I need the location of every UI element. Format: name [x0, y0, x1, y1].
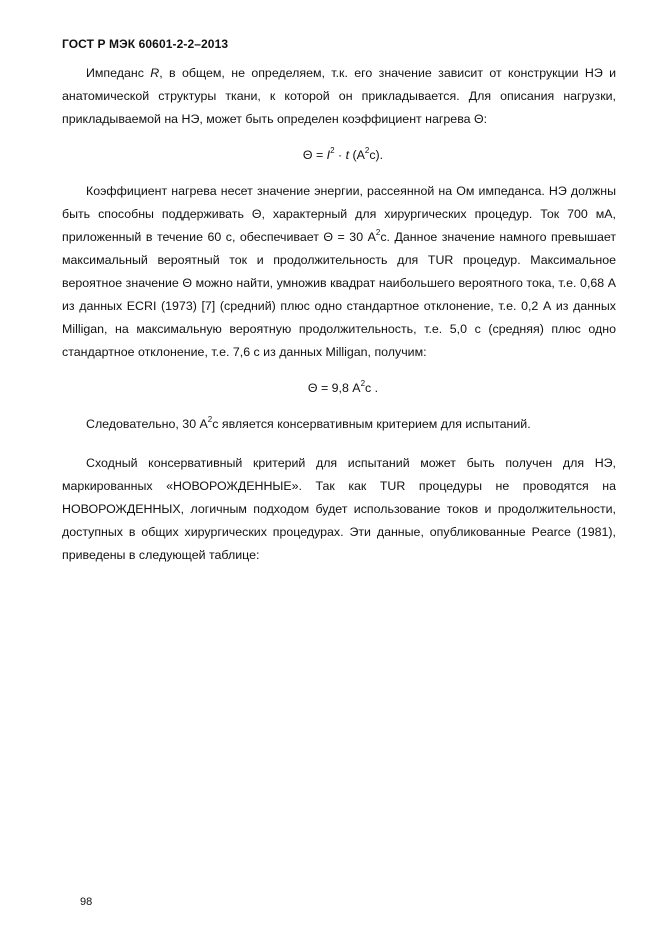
variable-r: R	[150, 66, 160, 80]
formula-part: Θ =	[302, 148, 327, 162]
text-span: с является консервативным критерием для испытаний.	[212, 417, 531, 431]
page-number: 98	[80, 896, 93, 908]
formula-part: с .	[365, 381, 379, 395]
paragraph-neonatal-criterion: Сходный консервативный критерий для испытаний может быть получен для НЭ, маркированных «НОВОРОЖДЕННЫЕ». Так как TUR процедуры не проводятся на НОВОРОЖДЕННЫХ, логичным подходом будет использование токов и продолжительности, доступных в общих хирургических процедурах. Эти данные, опубликованные Pearce (1981), приведены в следующей таблице:	[62, 456, 616, 562]
formula-max-theta	[62, 377, 616, 400]
text-span: Коэффициент нагрева несет значение энергии, рассеянной на Ом импеданса. НЭ должны быть способны поддерживать Θ, характерный для хирургических процедур. Ток 700 мА, приложенный в течение 60 с, обеспечивает Θ = 30 А	[62, 184, 616, 244]
text-span: , в общем, не определяем, т.к. его значение зависит от конструкции НЭ и анатомической структуры ткани, к которой он прикладывается. Для описания нагрузки, прикладываемой на НЭ, может быть определен коэффициент нагрева Θ:	[62, 66, 617, 126]
text-span: Импеданс	[86, 66, 151, 80]
document-body	[62, 62, 616, 567]
variable-i: I	[326, 148, 331, 162]
document-header: ГОСТ Р МЭК 60601-2-2–2013	[62, 37, 229, 51]
paragraph-heating-energy	[62, 180, 616, 364]
formula-part: Θ = 9,8 А	[307, 381, 361, 395]
formula-heating-coefficient	[62, 144, 616, 167]
formula-part: ·	[334, 148, 346, 162]
text-span: Следовательно, 30 А	[86, 417, 208, 431]
exponent: 2	[330, 145, 335, 155]
paragraph-impedance	[62, 62, 616, 131]
formula-part: c).	[369, 148, 384, 162]
exponent: 2	[375, 227, 381, 237]
exponent: 2	[207, 414, 213, 424]
formula-part: (A	[349, 148, 365, 162]
variable-t: t	[345, 148, 350, 162]
text-span: с. Данное значение намного превышает максимальный вероятный ток и продолжительность для TUR процедур. Максимальное вероятное значение Θ можно найти, умножив квадрат наибольшего вероятного тока, т.е. 0,68 А из данных ECRI (1973) [7] (средний) плюс одно стандартное отклонение, т.е. 0,2 А из данных Milligan, на максимальную вероятную продолжительность, т.е. 5,0 с (средняя) плюс одно стандартное отклонение, т.е. 7,6 с из данных Milligan, получим:	[62, 230, 616, 359]
paragraph-conclusion	[62, 413, 616, 436]
exponent: 2	[364, 145, 370, 155]
exponent: 2	[360, 378, 366, 388]
